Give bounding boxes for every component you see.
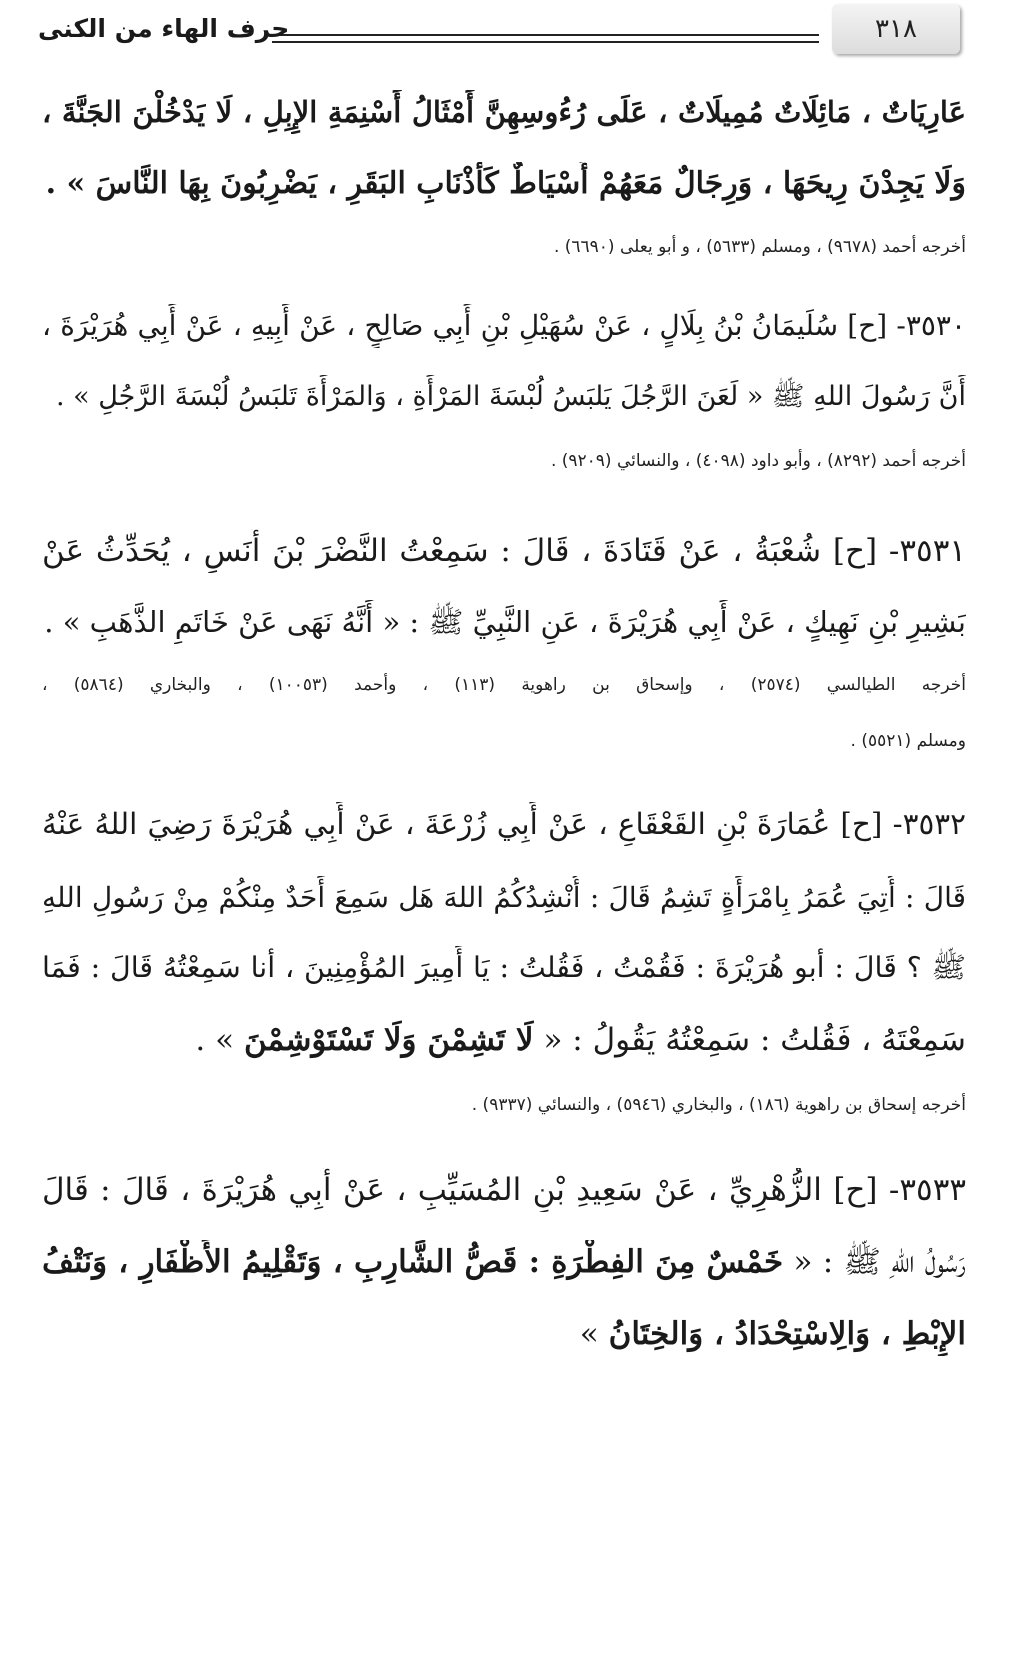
hadith-3531-footnote-2: ومسلم (٥٥٢١) . <box>850 731 966 751</box>
carryover-footnote: أخرجه أحمد (٩٦٧٨) ، ومسلم (٥٦٣٣) ، و أبو يعلى (٦٦٩٠) . <box>553 237 966 257</box>
carryover-line-2: وَلَا يَجِدْنَ رِيحَهَا ، وَرِجَالٌ مَعَهُمْ أَسْيَاطٌ كَأَذْنَابِ البَقَرِ ، يَضْرِبُونَ بِهَا النَّاسَ » . <box>45 166 966 201</box>
page-number: ٣١٨ <box>875 14 917 44</box>
hadith-3532-line-4-text: سَمِعْتَهُ ، فَقُلتُ : سَمِعْتُهُ يَقُولُ : « <box>533 1022 966 1058</box>
header-rule-bottom <box>272 41 819 43</box>
hadith-3532-line-2: قَالَ : أُتِيَ عُمَرُ بِامْرَأَةٍ تَشِمُ قَالَ : أُنْشِدُكُمُ اللهَ هَل سَمِعَ أَحَدٌ مِنْكُمْ مِنْ رَسُولِ اللهِ <box>42 881 966 914</box>
hadith-3533-line-2 <box>42 1240 966 1284</box>
hadith-3530-footnote: أخرجه أحمد (٨٢٩٢) ، وأبو داود (٤٠٩٨) ، والنسائي (٩٢٠٩) . <box>550 451 966 471</box>
hadith-3532-line-4 <box>42 1018 966 1062</box>
chapter-title: حرف الهاء من الكنى <box>38 14 290 43</box>
hadith-3531-footnote-1: أخرجه الطيالسي (٢٥٧٤) ، وإسحاق بن راهوية (١١٣) ، وأحمد (١٠٠٥٣) ، والبخاري (٥٨٦٤) ، <box>42 675 966 695</box>
page-number-badge <box>832 4 960 54</box>
hadith-3530-line-2: أَنَّ رَسُولَ اللهِ ﷺ « لَعَنَ الرَّجُلَ يَلبَسُ لُبْسَةَ المَرْأَةِ ، وَالمَرْأَةَ تَلبَسُ لُبْسَةَ الرَّجُلِ » . <box>55 381 966 412</box>
hadith-3532-quote: لَا تَشِمْنَ وَلَا تَسْتَوْشِمْنَ <box>243 1022 534 1058</box>
hadith-3530-line-1: ٣٥٣٠- [ح] سُلَيمَانُ بْنُ بِلَالٍ ، عَنْ سُهَيْلِ بْنِ أَبِي صَالِحٍ ، عَنْ أَبِيهِ ، عَنْ أَبِي هُرَيْرَةَ ، <box>42 309 966 342</box>
hadith-3532-footnote: أخرجه إسحاق بن راهوية (١٨٦) ، والبخاري (٥٩٤٦) ، والنسائي (٩٣٣٧) . <box>471 1095 966 1115</box>
hadith-3532-line-1: ٣٥٣٢- [ح] عُمَارَةَ بْنِ القَعْقَاعِ ، عَنْ أَبِي زُرْعَةَ ، عَنْ أَبِي هُرَيْرَةَ رَضِيَ اللهُ عَنْهُ <box>42 807 966 841</box>
hadith-3533-line-3 <box>42 1312 966 1356</box>
hadith-3532-line-3: ﷺ ؟ قَالَ : أبو هُرَيْرَةَ : فَقُمْتُ ، فَقُلتُ : يَا أَمِيرَ المُؤْمِنِينَ ، أنا سَمِعْتُهُ قَالَ : فَمَا <box>42 951 966 984</box>
hadith-3533-line-3-end: » <box>579 1316 609 1352</box>
header-rule-top <box>272 34 819 36</box>
hadith-3531-line-2: بَشِيرِ بْنِ نَهِيكٍ ، عَنْ أَبِي هُرَيْرَةَ ، عَنِ النَّبِيِّ ﷺ : « أَنَّهُ نَهَى عَنْ خَاتَمِ الذَّهَبِ » . <box>44 605 966 639</box>
hadith-3531-line-1: ٣٥٣١- [ح] شُعْبَةُ ، عَنْ قَتَادَةَ ، قَالَ : سَمِعْتُ النَّضْرَ بْنَ أَنَسٍ ، يُحَدِّثُ عَنْ <box>42 533 966 569</box>
hadith-3533-quote-part-2: الإِبْطِ ، وَالِاسْتِحْدَادُ ، وَالخِتَانُ <box>608 1316 966 1352</box>
hadith-3533-quote-part-1: خَمْسٌ مِنَ الفِطْرَةِ : قَصُّ الشَّارِبِ ، وَتَقْلِيمُ الأَظْفَارِ ، وَنَتْفُ <box>42 1244 784 1280</box>
hadith-3533-line-2-text: رَسُولُ اللهِ ﷺ : « <box>783 1244 966 1280</box>
hadith-3533-line-1: ٣٥٣٣- [ح] الزُّهْرِيِّ ، عَنْ سَعِيدِ بْنِ المُسَيِّبِ ، عَنْ أَبِي هُرَيْرَةَ ، قَالَ : قَالَ <box>42 1172 966 1208</box>
hadith-3532-line-4-end: » . <box>195 1022 244 1058</box>
carryover-line-1: عَارِيَاتٌ ، مَائِلَاتٌ مُمِيلَاتٌ ، عَلَى رُءُوسِهِنَّ أَمْثَالُ أَسْنِمَةِ الإِبِلِ ، لَا يَدْخُلْنَ الجَنَّةَ ، <box>42 95 966 129</box>
